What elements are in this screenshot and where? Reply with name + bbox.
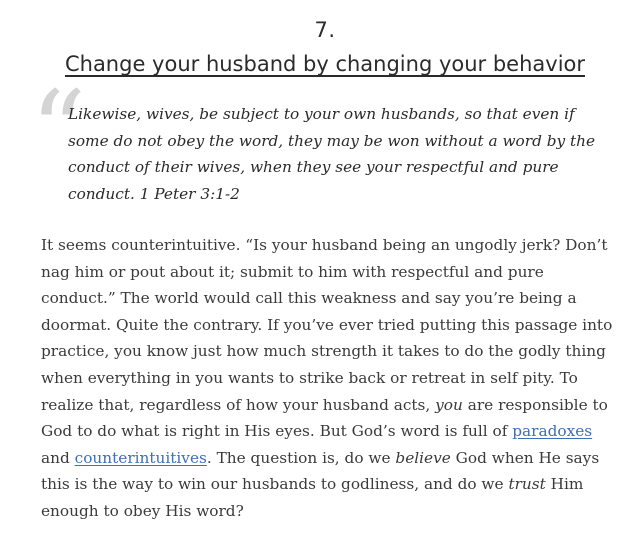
body-paragraph: [41, 232, 621, 525]
section-title: Change your husband by changing your behavior: [64, 52, 586, 76]
body-text: Him enough to obey His word?: [41, 475, 584, 520]
body-text: . The question is, do we: [206, 448, 396, 467]
paradoxes-link[interactable]: paradoxes: [512, 422, 593, 441]
body-text: are responsible to God to do what is right in His eyes. But God’s word is full of: [41, 395, 608, 441]
body-text: God when He says this is the way to win our husbands to godliness, and do we: [41, 448, 600, 494]
body-text: It seems counterintuitive. “Is your husband being an ungodly jerk? Don’t nag him or pout about it; submit to him with respectful and pure conduct.” The world would call this weakness and say you’re being a doormat. Quite the contrary. If you’ve ever tried putting this passage into practice, you know just how much strength it takes to do the godly thing when everything in you wants to strike back or retreat in self pity. To realize that, regardless of how your husband acts,: [41, 236, 613, 414]
emphasis-trust: trust: [508, 475, 546, 494]
counterintuitives-link[interactable]: counterintuitives: [74, 448, 207, 467]
body-text: and: [41, 448, 75, 467]
quote-mark-icon: “: [30, 67, 87, 195]
scripture-blockquote: Likewise, wives, be subject to your own husbands, so that even if some do not obey the word, they may be won without a word by the conduct of their wives, when they see your respectful and pure conduct. 1 Peter 3:1-2: [68, 105, 596, 203]
emphasis-believe: believe: [395, 448, 451, 467]
section-number: 7.: [314, 18, 336, 42]
emphasis-you: you: [435, 395, 463, 414]
